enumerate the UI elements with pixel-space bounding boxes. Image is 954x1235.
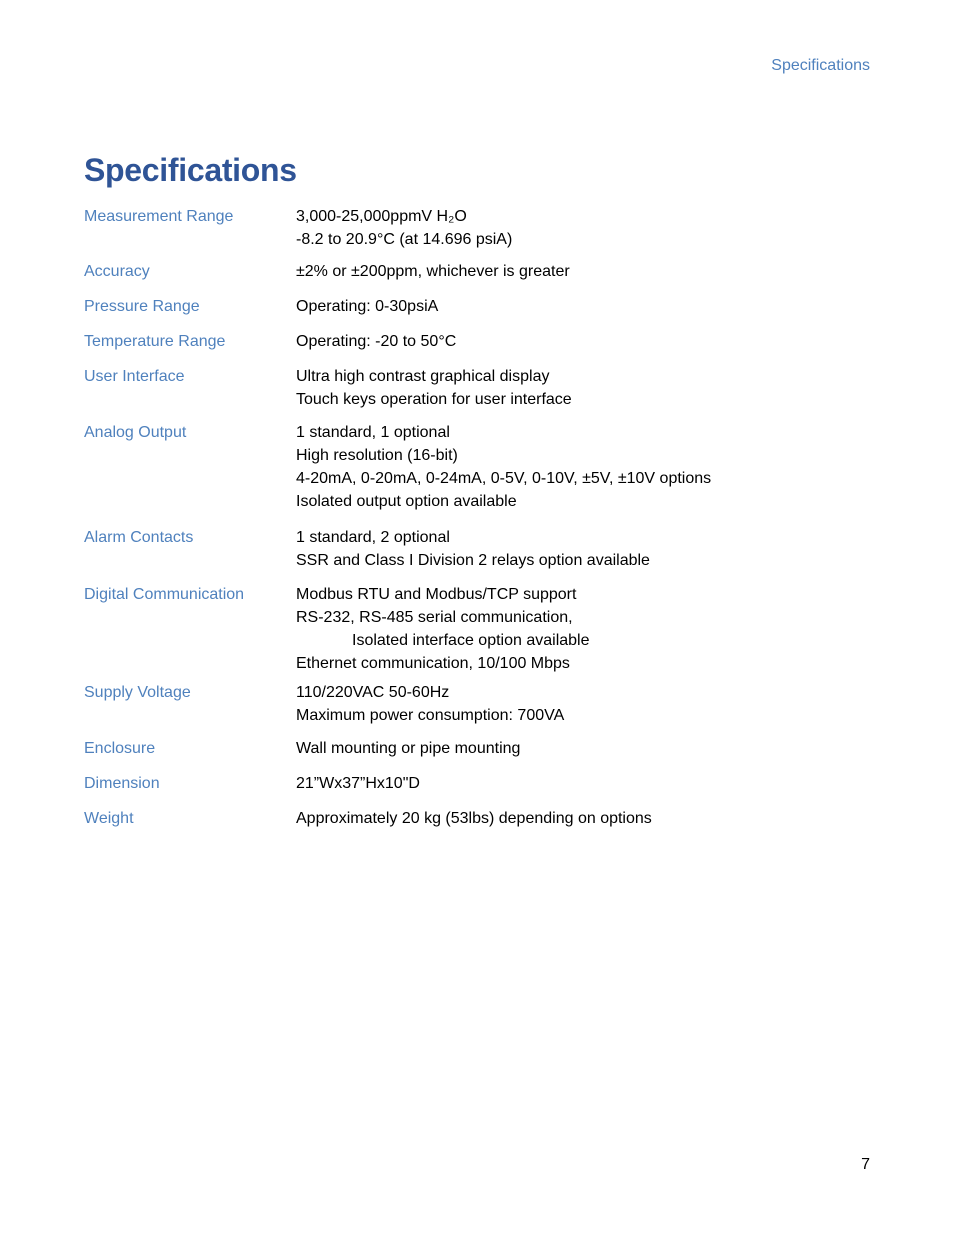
spec-value-line: ±2% or ±200ppm, whichever is greater (296, 263, 570, 280)
spec-value (296, 365, 572, 411)
spec-value-line: Isolated interface option available (352, 632, 590, 649)
spec-value-line: 1 standard, 1 optional (296, 424, 450, 441)
spec-value-line: RS-232, RS-485 serial communication, (296, 609, 573, 626)
spec-value (296, 807, 652, 830)
spec-label: Pressure Range (84, 298, 200, 315)
spec-value-line: Operating: -20 to 50°C (296, 333, 457, 350)
spec-value (296, 681, 564, 727)
spec-value (296, 772, 420, 795)
page-number: 7 (861, 1156, 870, 1173)
spec-value-line: Touch keys operation for user interface (296, 391, 572, 408)
spec-value (296, 330, 456, 353)
spec-value (296, 583, 590, 675)
spec-value-line: SSR and Class I Division 2 relays option available (296, 552, 650, 569)
spec-value-line: Ultra high contrast graphical display (296, 368, 550, 385)
spec-value-line: Maximum power consumption: 700VA (296, 707, 565, 724)
spec-value-line: Isolated output option available (296, 493, 517, 510)
page-title: Specifications (84, 152, 297, 188)
spec-label: Digital Communication (84, 586, 245, 603)
spec-value (296, 295, 438, 318)
spec-value-line: 110/220VAC 50-60Hz (296, 684, 450, 701)
spec-value-line: High resolution (16-bit) (296, 447, 458, 464)
spec-label: Measurement Range (84, 208, 234, 225)
spec-value-line: 1 standard, 2 optional (296, 529, 450, 546)
spec-value-line: Operating: 0-30psiA (296, 298, 439, 315)
spec-value-line: -8.2 to 20.9°C (at 14.696 psiA) (296, 231, 513, 248)
spec-label: User Interface (84, 368, 185, 385)
spec-value-line: Ethernet communication, 10/100 Mbps (296, 655, 570, 672)
spec-label: Weight (84, 810, 134, 827)
spec-label: Accuracy (84, 263, 150, 280)
spec-value-line: Wall mounting or pipe mounting (296, 740, 521, 757)
spec-value-line: 21”Wx37”Hx10"D (296, 775, 420, 792)
spec-label: Temperature Range (84, 333, 226, 350)
spec-label: Analog Output (84, 424, 187, 441)
spec-value-line: 4-20mA, 0-20mA, 0-24mA, 0-5V, 0-10V, ±5V, ±10V options (296, 470, 712, 487)
spec-value-line: Modbus RTU and Modbus/TCP support (296, 586, 577, 603)
spec-value (296, 526, 650, 572)
spec-label: Enclosure (84, 740, 156, 757)
spec-value-line: 3,000-25,000ppmV H₂O (296, 208, 467, 225)
spec-value-line: Approximately 20 kg (53lbs) depending on options (296, 810, 652, 827)
spec-value (296, 737, 520, 760)
spec-value (296, 205, 512, 251)
spec-label: Supply Voltage (84, 684, 191, 701)
spec-value (296, 260, 570, 283)
spec-label: Dimension (84, 775, 160, 792)
spec-value (296, 421, 711, 513)
running-header: Specifications (771, 57, 870, 74)
spec-label: Alarm Contacts (84, 529, 194, 546)
